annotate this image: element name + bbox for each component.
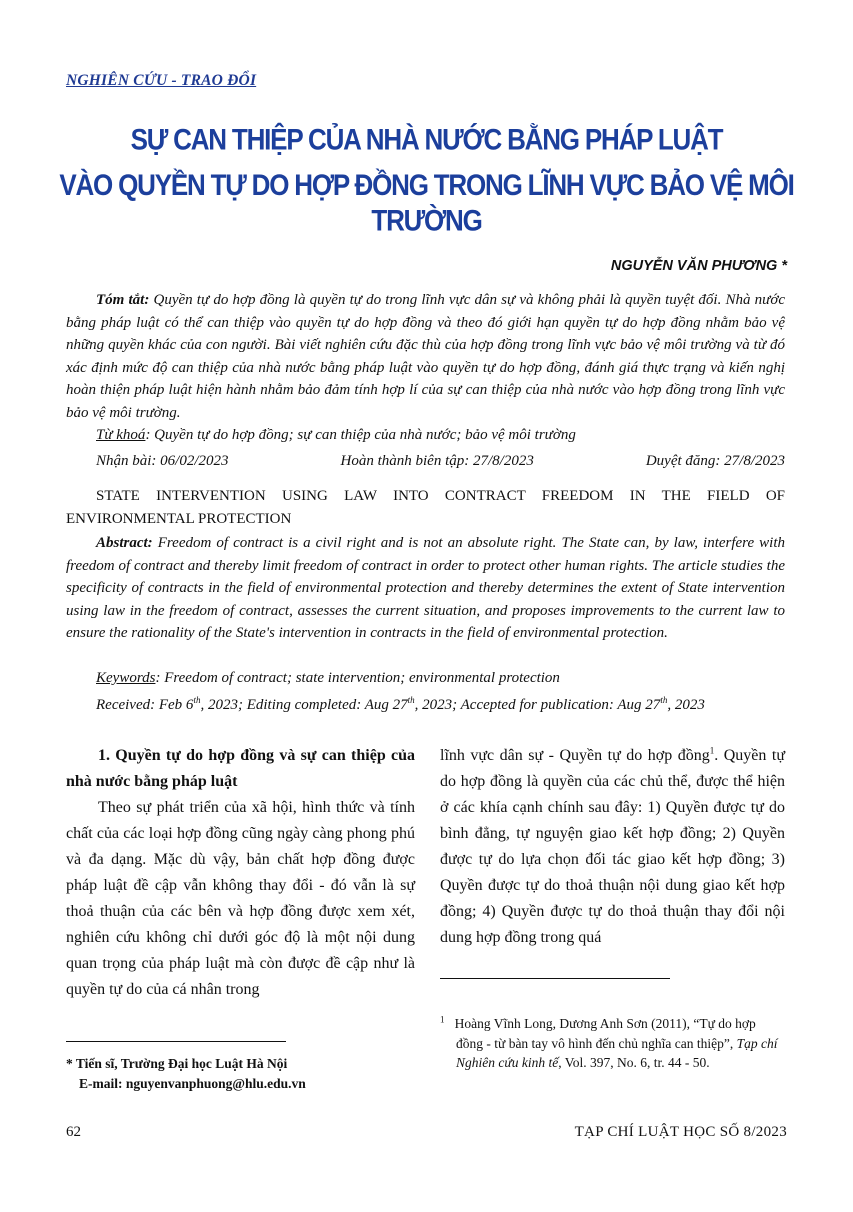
received-sup: th bbox=[193, 695, 201, 705]
section-tag: NGHIÊN CỨU - TRAO ĐỔI bbox=[66, 72, 257, 89]
author-name: NGUYỄN VĂN PHƯƠNG * bbox=[610, 258, 787, 274]
keywords-en-text: : Freedom of contract; state intervention; environmental protection bbox=[155, 670, 560, 686]
accepted-date-en: , 2023; Accepted for publication: Aug 27 bbox=[414, 697, 661, 713]
article-title-line-2: VÀO QUYỀN TỰ DO HỢP ĐỒNG TRONG LĨNH VỰC BẢO VỆ MÔI TRƯỜNG bbox=[59, 167, 794, 238]
dates-en-tail: , 2023 bbox=[667, 697, 705, 713]
keywords-vi-label: Từ khoá bbox=[96, 427, 146, 443]
page-number: 62 bbox=[66, 1124, 81, 1140]
footnote-journal: Tạp chí Nghiên cứu kinh tế bbox=[456, 1035, 778, 1070]
abstract-en-label: Abstract: bbox=[96, 535, 153, 551]
abstract-en-text: Freedom of contract is a civil right and is not an absolute right. The State can, by law, interfere with freedom of contract and thereby limit freedom of contract in order to protect other human rights. The article studies the specificity of contracts in the field of environmental protection and thereby determines the extent of State intervention using law in the freedom of contract, assesses the current situation, and proposes improvements to the current law to ensure the rationality of the State's intervention in contracts in the field of environmental protection. bbox=[66, 535, 786, 641]
abstract-vi-label: Tóm tắt: bbox=[96, 292, 150, 308]
dates-english bbox=[96, 697, 785, 714]
received-date-en: Received: Feb 6 bbox=[96, 697, 194, 713]
footnote bbox=[440, 1014, 785, 1073]
journal-name: TẠP CHÍ LUẬT HỌC SỐ 8/2023 bbox=[574, 1124, 787, 1140]
keywords-vietnamese bbox=[96, 427, 785, 444]
abstract-english bbox=[66, 532, 785, 645]
footnote-divider bbox=[440, 978, 670, 979]
footnote-text-end: , Vol. 397, No. 6, tr. 44 - 50. bbox=[558, 1055, 710, 1070]
edited-date-en: , 2023; Editing completed: Aug 27 bbox=[200, 697, 408, 713]
keywords-en-label: Keywords bbox=[96, 670, 156, 686]
accepted-sup: th bbox=[660, 695, 668, 705]
edited-date-vi: Hoàn thành biên tập: 27/8/2023 bbox=[340, 453, 534, 469]
accepted-date-vi: Duyệt đăng: 27/8/2023 bbox=[645, 453, 785, 469]
footnote-reference[interactable]: 1 bbox=[709, 745, 715, 756]
author-note bbox=[66, 1054, 416, 1094]
right-column-body-start: lĩnh vực dân sự - Quyền tự do hợp đồng bbox=[440, 747, 710, 764]
dates-vietnamese bbox=[96, 453, 785, 470]
author-email[interactable]: E-mail: nguyenvanphuong@hlu.edu.vn bbox=[79, 1076, 306, 1091]
left-column-body: Theo sự phát triển của xã hội, hình thức và tính chất của các loại hợp đồng cũng ngày càng phong phú và đa dạng. Mặc dù vậy, bản chất hợp đồng được pháp luật đề cập vẫn không thay đổi - đó vẫn là sự thoả thuận của các bên và hợp đồng được xem xét, nghiên cứu không chỉ dưới góc độ là một nội dung quan trọng của pháp luật mà còn được đề cập như là quyền tự do của cá nhân trong bbox=[66, 799, 415, 998]
edited-sup: th bbox=[407, 695, 415, 705]
article-title-line-1: SỰ CAN THIỆP CỦA NHÀ NƯỚC BẰNG PHÁP LUẬT bbox=[130, 121, 723, 157]
right-column-body-end: . Quyền tự do hợp đồng là quyền của các chủ thể, được thể hiện ở các khía cạnh chính sau đây: 1) Quyền được tự do bình đẳng, tự nguyện giao kết hợp đồng; 2) Quyền được tự do lựa chọn đối tác giao kết hợp đồng; 3) Quyền được tự do thoả thuận nội dung giao kết hợp đồng; 4) Quyền được tự do thoả thuận thay đổi nội dung hợp đồng trong quá bbox=[440, 747, 785, 946]
left-column bbox=[66, 743, 415, 1003]
keywords-vi-text: : Quyền tự do hợp đồng; sự can thiệp của nhà nước; bảo vệ môi trường bbox=[145, 427, 576, 443]
section-heading: 1. Quyền tự do hợp đồng và sự can thiệp của nhà nước bằng pháp luật bbox=[66, 747, 415, 790]
abstract-vi-text: Quyền tự do hợp đồng là quyền tự do trong lĩnh vực dân sự và không phải là quyền tuyệt đối. Nhà nước bằng pháp luật có thể can thiệp vào quyền tự do hợp đồng và theo đó giới hạn quyền tự do hợp đồng nhằm bảo vệ những quyền khác của con người. Bài viết nghiên cứu đặc thù của hợp đồng trong lĩnh vực bảo vệ môi trường và từ đó xác định mức độ can thiệp của nhà nước bằng pháp luật vào quyền tự do hợp đồng, đánh giá thực trạng và kiến nghị hoàn thiện pháp luật hiện hành nhằm bảo đảm tính hợp lí của sự can thiệp của nhà nước vào hợp đồng trong lĩnh vực bảo vệ môi trường. bbox=[66, 292, 786, 421]
keywords-english bbox=[96, 670, 785, 687]
footnote-text-start: Hoàng Vĩnh Long, Dương Anh Sơn (2011), “Tự do hợp đồng - từ bàn tay vô hình đến chủ nghĩa can thiệp”, bbox=[454, 1016, 756, 1051]
article-title-english: STATE INTERVENTION USING LAW INTO CONTRACT FREEDOM IN THE FIELD OF ENVIRONMENTAL PROTECTION bbox=[66, 488, 785, 527]
footnote-mark: 1 bbox=[440, 1014, 445, 1025]
received-date-vi: Nhận bài: 06/02/2023 bbox=[96, 453, 229, 469]
right-column bbox=[440, 743, 785, 951]
author-affiliation: * Tiến sĩ, Trường Đại học Luật Hà Nội bbox=[66, 1056, 288, 1071]
author-note-divider bbox=[66, 1041, 286, 1042]
abstract-vietnamese bbox=[66, 289, 785, 424]
